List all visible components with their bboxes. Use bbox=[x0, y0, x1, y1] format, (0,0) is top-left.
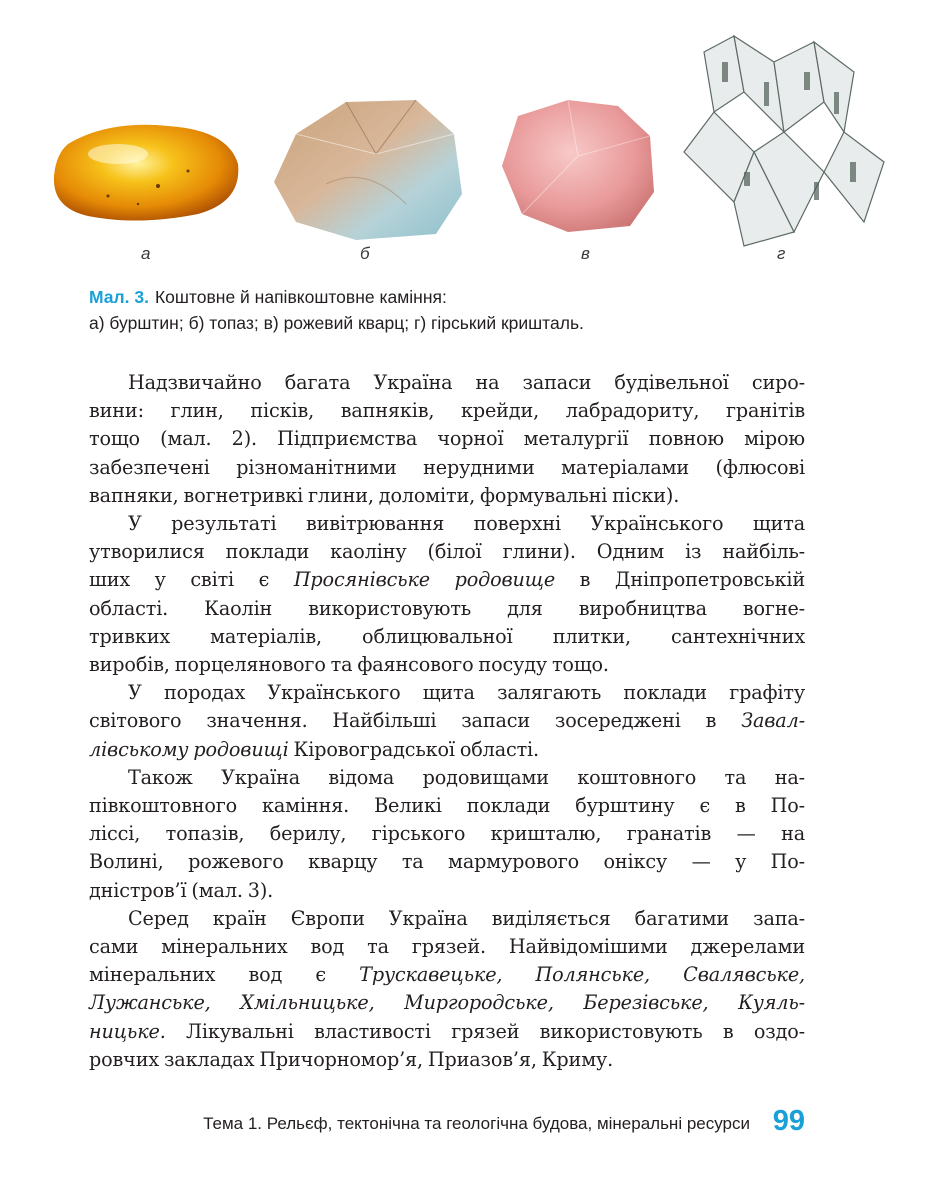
text-line: сами мінеральних вод та грязей. Найвідомішими джерелами bbox=[89, 935, 805, 959]
text-run: ших у світі є bbox=[89, 568, 294, 592]
text-line: Волині, рожевого кварцу та мармурового оніксу — у По- bbox=[89, 850, 805, 874]
footer-topic: Тема 1. Рельєф, тектонічна та геологічна будова, мінеральні ресурси bbox=[203, 1114, 750, 1133]
text-line: ліссі, топазів, берилу, гірського кришталю, гранатів — на bbox=[89, 822, 805, 846]
amber-image bbox=[48, 116, 244, 226]
text-run: Лікувальні властивості грязей використовують в оздо- bbox=[165, 1019, 805, 1043]
text-line bbox=[89, 736, 805, 764]
stone-label-c: в bbox=[581, 244, 590, 263]
text-line: Також Україна відома родовищами коштовного та на- bbox=[128, 765, 805, 789]
deposit-name-zavallivske: Завал- bbox=[741, 709, 805, 733]
text-line: утворилися поклади каоліну (білої глини). Одним із найбіль- bbox=[89, 540, 805, 564]
caption-title: Коштовне й напівкоштовне каміння: bbox=[154, 287, 447, 307]
text-run: Кіровоградської області. bbox=[288, 737, 539, 761]
rock-crystal-image bbox=[674, 32, 890, 252]
caption-line-1 bbox=[89, 284, 849, 310]
text-line bbox=[89, 707, 805, 735]
text-line: області. Каолін використовують для виробництва вогне- bbox=[89, 596, 805, 620]
text-line bbox=[89, 961, 805, 989]
paragraph-gemstones bbox=[89, 764, 805, 905]
mineral-water-name-kuialnytske: ницьке. bbox=[89, 1019, 166, 1043]
page-footer bbox=[0, 1105, 805, 1145]
mineral-water-names: Трускавецьке, Полянське, Свалявське, bbox=[359, 963, 805, 987]
text-line: тривких матеріалів, облицювальної плитки, сантехнічних bbox=[89, 624, 805, 648]
text-run: світового значення. Найбільші запаси зосереджені в bbox=[89, 709, 742, 733]
rose-quartz-image bbox=[498, 96, 658, 236]
body-text bbox=[89, 369, 805, 1074]
text-line bbox=[89, 1018, 805, 1046]
stone-label-a: а bbox=[141, 244, 151, 263]
text-line: У породах Українського щита залягають поклади графіту bbox=[128, 681, 805, 705]
deposit-name-prosianivske: Просянівське родовище bbox=[293, 568, 556, 592]
text-run: мінеральних вод є bbox=[89, 963, 360, 987]
stone-label-d: г bbox=[777, 244, 786, 263]
figure-caption bbox=[89, 284, 849, 336]
text-line: тощо (мал. 2). Підприємства чорної металургії повною мірою bbox=[89, 427, 805, 451]
figure-gemstones bbox=[40, 28, 900, 268]
topaz-image bbox=[266, 94, 466, 244]
paragraph-building-materials bbox=[89, 369, 805, 510]
figure-reference: Мал. 3. bbox=[89, 287, 149, 307]
text-line: півкоштовного каміння. Великі поклади бурштину є в По- bbox=[89, 794, 805, 818]
mineral-water-names-line: Лужанське, Хмільницьке, Миргородське, Березівське, Куяль- bbox=[89, 991, 805, 1015]
text-line: У результаті вивітрювання поверхні Українського щита bbox=[128, 512, 805, 536]
page-number: 99 bbox=[772, 1105, 805, 1137]
deposit-name-zavallivske-cont: лівському родовищі bbox=[89, 737, 289, 761]
paragraph-mineral-waters bbox=[89, 905, 805, 1074]
stone-label-b: б bbox=[360, 244, 370, 263]
text-line: забезпечені різноманітними нерудними матеріалами (флюсові bbox=[89, 455, 805, 479]
text-line: Серед країн Європи Україна виділяється багатими запа- bbox=[128, 906, 805, 930]
paragraph-kaolin bbox=[89, 510, 805, 679]
text-line bbox=[89, 566, 805, 594]
paragraph-graphite bbox=[89, 679, 805, 764]
text-line: вапняки, вогнетривкі глини, доломіти, формувальні піски). bbox=[89, 483, 680, 507]
caption-line-2: а) бурштин; б) топаз; в) рожевий кварц; г) гірський кришталь. bbox=[89, 313, 584, 333]
text-line: ровчих закладах Причорномор’я, Приазов’я, Криму. bbox=[89, 1047, 614, 1071]
text-line: вини: глин, пісків, вапняків, крейди, лабрадориту, гранітів bbox=[89, 399, 805, 423]
text-line: виробів, порцелянового та фаянсового посуду тощо. bbox=[89, 653, 609, 677]
text-line: Надзвичайно багата Україна на запаси будівельної сиро- bbox=[128, 371, 805, 394]
text-line: дністров’ї (мал. 3). bbox=[89, 878, 274, 902]
text-run: в Дніпропетровській bbox=[555, 568, 805, 592]
